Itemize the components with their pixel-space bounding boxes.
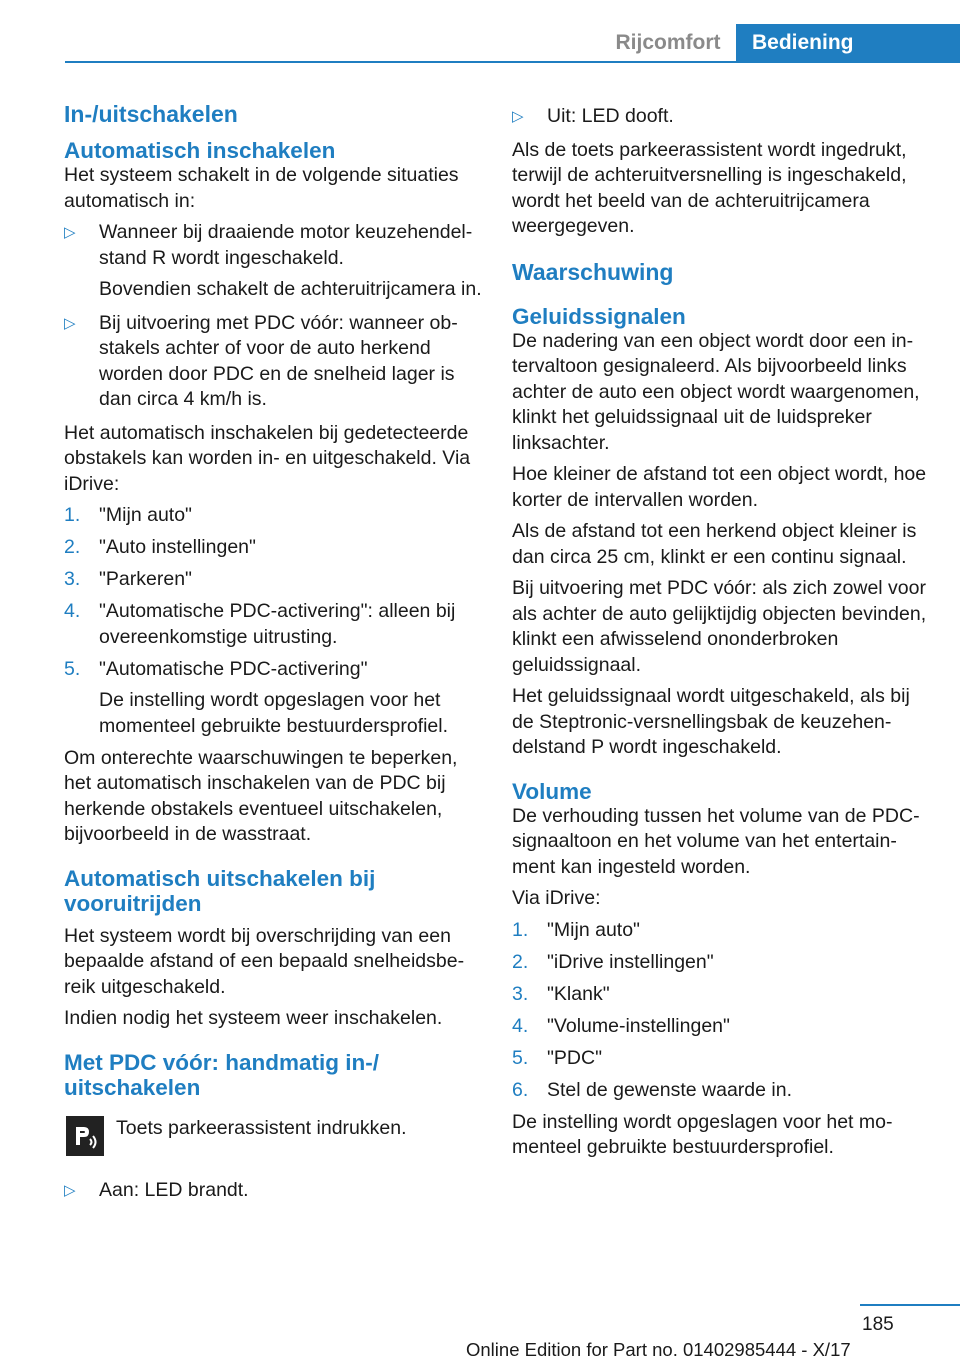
step-text: "Parkeren"	[99, 568, 192, 590]
list-item	[512, 1014, 930, 1040]
icon-row-text: Toets parkeerassistent indrukken.	[116, 1116, 407, 1139]
list-item	[512, 950, 930, 976]
step-number: 2.	[64, 536, 81, 558]
list-item	[64, 599, 482, 650]
right-column	[512, 100, 930, 1167]
page-number: 185	[862, 1314, 894, 1335]
list-item-text: Uit: LED dooft.	[547, 105, 674, 127]
list-item	[512, 104, 930, 130]
list-item	[512, 918, 930, 944]
paragraph: Het systeem schakelt in de volgende situaties automatisch in:	[64, 164, 459, 212]
step-number: 4.	[512, 1014, 529, 1037]
step-number: 5.	[64, 657, 81, 680]
step-text: "Mijn auto"	[99, 504, 192, 526]
header-rule	[65, 61, 960, 63]
paragraph: Het automatisch inschakelen bij gedetecteerde obstakels kan worden in- en uitgeschakeld. Via iDrive:	[64, 421, 471, 495]
step-text: "PDC"	[547, 1046, 603, 1069]
step-number: 5.	[512, 1046, 529, 1069]
list-item	[64, 567, 482, 593]
parking-assistant-icon	[66, 1116, 104, 1156]
list-item-text: Wanneer bij draaiende motor keuzehendelstand R wordt ingeschakeld.	[99, 221, 473, 269]
list-item	[512, 982, 930, 1008]
heading-handmatig: Met PDC vóór: handmatig in-/ uitschakelen	[64, 1049, 379, 1100]
numbered-list	[512, 918, 930, 1104]
heading-automatisch-uitschakelen: Automatisch uitschakelen bij vooruitrijden	[64, 865, 376, 916]
bullet-list	[64, 220, 482, 413]
step-number: 2.	[512, 950, 529, 973]
paragraph: De verhouding tussen het volume van de PDC-signaaltoon en het volume van het entertainment kan ingesteld worden.	[512, 804, 920, 878]
step-number: 1.	[64, 504, 81, 526]
bullet-list	[64, 1178, 482, 1204]
paragraph: De instelling wordt opgeslagen voor het momenteel gebruikte bestuurdersprofiel.	[512, 1110, 893, 1158]
step-text: "Automatische PDC-activering": alleen bij overeenkomstige uitrusting.	[99, 600, 456, 648]
paragraph: Als de toets parkeerassistent wordt ingedrukt, terwijl de achteruitversnelling is ingeschakeld, wordt het beeld van de achteruitrijcamera weergegeven.	[512, 138, 907, 237]
list-item	[64, 657, 482, 740]
paragraph: Indien nodig het systeem weer inschakelen.	[64, 1007, 443, 1029]
bullet-list	[512, 104, 930, 130]
paragraph: De nadering van een object wordt door een intervaltoon gesignaleerd. Als bijvoorbeeld links achter de auto een object wordt waargenomen, klinkt het geluidssignaal uit de luidspreker linksachter.	[512, 329, 920, 454]
list-item	[512, 1046, 930, 1072]
numbered-list	[64, 503, 482, 739]
paragraph: Hoe kleiner de afstand tot een object wordt, hoe korter de intervallen worden.	[512, 463, 927, 511]
step-text: "Auto instellingen"	[99, 536, 256, 558]
step-number: 4.	[64, 600, 81, 622]
header-section-tab: Rijcomfort	[615, 31, 721, 54]
step-number: 6.	[512, 1078, 529, 1101]
step-subtext: De instelling wordt opgeslagen voor het momenteel gebruikte bestuurdersprofiel.	[99, 689, 449, 737]
step-number: 3.	[512, 982, 529, 1005]
step-text: "Klank"	[547, 982, 610, 1005]
list-item-text: Aan: LED brandt.	[99, 1178, 249, 1201]
paragraph: Om onterechte waarschuwingen te beperken, het automatisch inschakelen van de PDC bij herkende obstakels eventueel uitschakelen, bijvoorbeeld in de wasstraat.	[64, 746, 458, 845]
list-item	[64, 503, 482, 529]
paragraph: Het geluidssignaal wordt uitgeschakeld, als bij de Steptronic-versnellingsbak de keuzehendelstand P wordt ingeschakeld.	[512, 685, 910, 758]
list-item	[64, 311, 482, 413]
paragraph: Het systeem wordt bij overschrijding van een bepaalde afstand of een bepaald snelheidsbereik uitgeschakeld.	[64, 924, 465, 998]
header-chapter-tab: Bediening	[736, 24, 960, 61]
list-item	[64, 1178, 482, 1204]
footer-edition: Online Edition for Part no. 01402985444 - X/17	[466, 1339, 851, 1360]
footer-rule	[860, 1304, 960, 1306]
heading-waarschuwing: Waarschuwing	[512, 258, 674, 285]
step-text: "Mijn auto"	[547, 918, 640, 941]
list-item-subtext: Bovendien schakelt de achteruitrijcamera in.	[99, 278, 482, 300]
heading-in-uitschakelen: In-/uitschakelen	[64, 101, 238, 127]
step-number: 1.	[512, 918, 529, 941]
list-item	[64, 535, 482, 561]
step-number: 3.	[64, 568, 81, 590]
step-text: "Automatische PDC-activering"	[99, 657, 368, 680]
step-text: Stel de gewenste waarde in.	[547, 1078, 792, 1101]
heading-automatisch-inschakelen: Automatisch inschakelen	[64, 138, 336, 163]
paragraph: Via iDrive:	[512, 887, 601, 909]
step-text: "iDrive instellingen"	[547, 950, 714, 973]
icon-row	[64, 1108, 482, 1172]
paragraph: Als de afstand tot een herkend object kleiner is dan circa 25 cm, klinkt er een continu signaal.	[512, 520, 917, 568]
step-text: "Volume-instellingen"	[547, 1014, 730, 1037]
left-column	[64, 100, 482, 1211]
paragraph: Bij uitvoering met PDC vóór: als zich zowel voor als achter de auto gelijktijdig objecten bevinden, klinkt een afwisselend ononderbroken geluidssignaal.	[512, 577, 927, 676]
heading-volume: Volume	[512, 778, 592, 804]
list-item	[512, 1078, 930, 1104]
list-item-text: Bij uitvoering met PDC vóór: wanneer obstakels achter of voor de auto herkend worden door PDC en de snelheid lager is dan circa 4 km/h is.	[99, 311, 458, 410]
list-item	[64, 220, 482, 303]
heading-geluidssignalen: Geluidssignalen	[512, 303, 686, 329]
